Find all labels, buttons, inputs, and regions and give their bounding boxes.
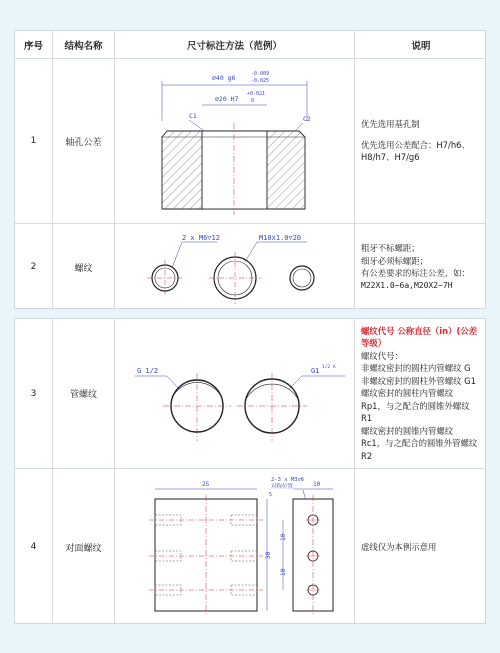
table-card-bottom [14, 318, 486, 624]
header-method: 尺寸标注方法（范例） [115, 31, 355, 58]
dim-main-tol-lower: -0.025 [250, 78, 269, 84]
table-row [15, 319, 485, 469]
drawing-opposite-thread [115, 469, 355, 625]
drawing-thread [115, 224, 355, 310]
pipe-label-right-frac: 1/2 A [321, 364, 336, 370]
table-row [15, 469, 485, 625]
row-desc [355, 469, 487, 625]
desc-line: 优先选用公差配合：H7/h6、H8/h7、H7/g6 [361, 139, 470, 163]
desc-line: R2 [361, 450, 373, 461]
row-name: 轴孔公差 [53, 59, 115, 223]
desc-line: 细牙必须标螺距； [361, 255, 428, 266]
header-name: 结构名称 [53, 31, 115, 58]
desc-line: 非螺纹密封的圆柱内管螺纹 G [361, 363, 471, 374]
table-row [15, 224, 485, 310]
row-no: 1 [15, 59, 53, 223]
desc-line: 虚线仅为本例示意用 [361, 541, 437, 552]
row-name: 对面螺纹 [53, 469, 115, 625]
row-no: 3 [15, 319, 53, 468]
dim-main-tol-upper: -0.009 [250, 71, 269, 77]
thread-label-right: M10x1.0▽20 [258, 234, 301, 242]
desc-line: 有公差要求的标注公差，如： [361, 268, 470, 278]
desc-line: 螺纹密封的圆锥内管螺纹 [361, 425, 454, 436]
desc-line: 优先选用基孔制 [361, 119, 420, 130]
dim-pitch-bottom: 10 [279, 568, 287, 576]
pipe-label-left: G 1/2 [136, 366, 158, 375]
row-desc [355, 59, 487, 223]
drawing-pipe-thread [115, 319, 355, 468]
desc-title: 螺纹代号 公称直径（in）(公差等级） [361, 325, 478, 349]
dim-hole-label: ∅20 H7 [214, 95, 238, 103]
thread-label-left: 2 x M6▽12 [181, 234, 220, 242]
desc-line: Rc1，与之配合的圆锥外管螺纹 [361, 438, 478, 449]
chamfer-right-label: C2 [302, 115, 311, 123]
desc-line: 螺纹密封的圆柱内管螺纹 [361, 388, 454, 399]
desc-line: Rp1，与之配合的圆锥外螺纹 [361, 400, 470, 411]
note-line1: 2-3 x M3▽6 [270, 477, 304, 483]
header-desc: 说明 [411, 40, 431, 52]
desc-line: 粗牙不标螺距； [361, 243, 420, 253]
row-name: 螺纹 [53, 224, 115, 310]
drawing-shaft-hole [115, 59, 355, 223]
pipe-label-right: G1 [310, 366, 319, 375]
chamfer-left-label: C1 [188, 112, 197, 120]
dim-pitch-top: 10 [279, 533, 287, 541]
table-header-row [15, 31, 485, 59]
dim-height: 30 [264, 551, 272, 559]
table-row [15, 59, 485, 224]
dim-hole-tol-lower: 0 [250, 98, 254, 104]
row-desc [355, 224, 487, 310]
dim-width: 25 [201, 481, 209, 488]
header-no: 序号 [15, 31, 53, 58]
table-card-top [14, 30, 486, 309]
row-no: 2 [15, 224, 53, 310]
dim-main-label: ∅40 g6 [211, 74, 235, 82]
dim-right: 10 [312, 481, 320, 488]
desc-line: 螺纹代号： [361, 350, 403, 361]
desc-line: 非螺纹密封的圆柱外管螺纹 G1 [361, 375, 476, 386]
dim-hole-tol-upper: +0.021 [246, 91, 265, 97]
desc-line: R1 [361, 413, 373, 424]
note-line2: 对称位置 [270, 484, 293, 490]
row-no: 4 [15, 469, 53, 625]
row-desc [355, 319, 487, 468]
dim-small: 5 [268, 492, 272, 498]
row-name: 管螺纹 [53, 319, 115, 468]
desc-line: M22X1.0−6a,M20X2−7H [361, 280, 453, 290]
